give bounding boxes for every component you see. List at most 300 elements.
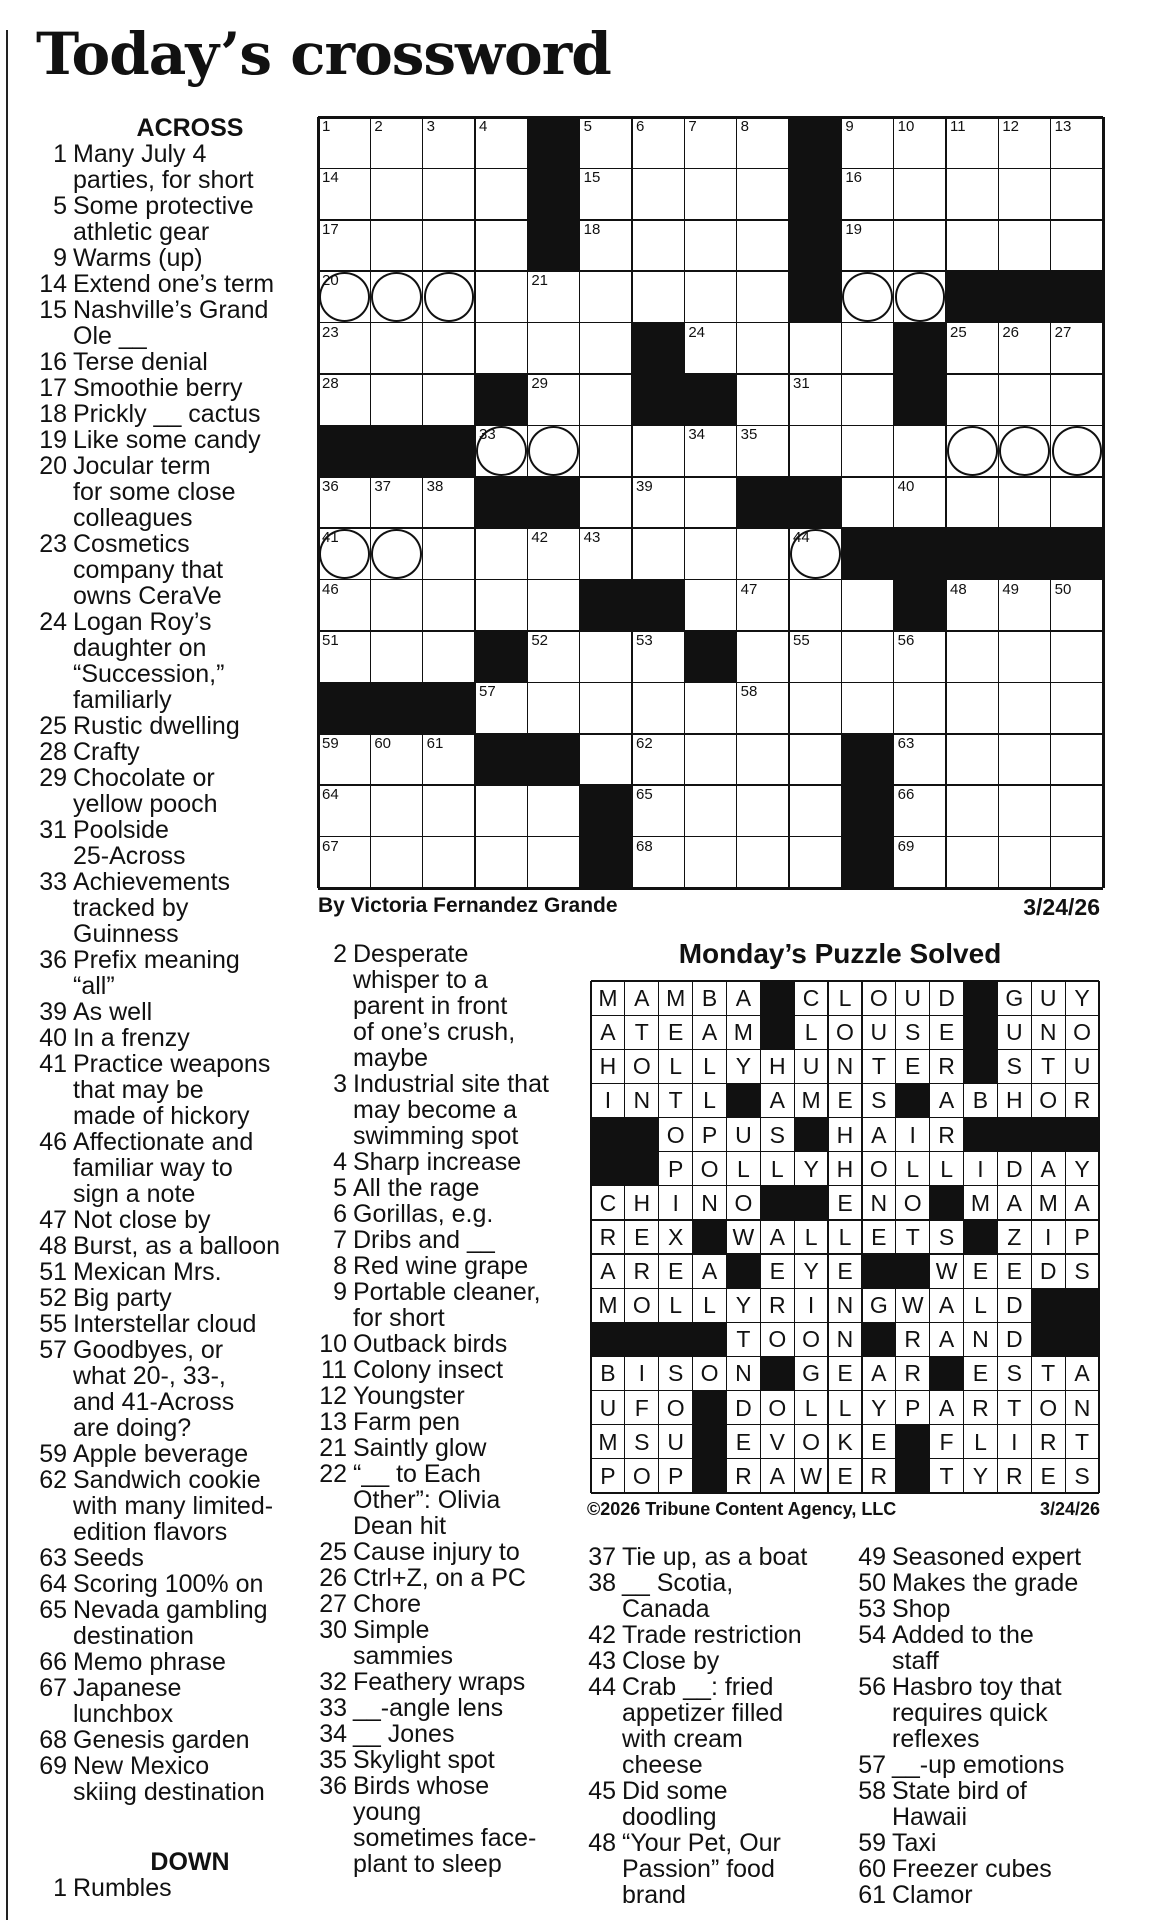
grid-cell[interactable] [684,323,737,375]
solution-letter: H [836,1155,854,1182]
grid-cell[interactable] [1051,682,1104,734]
cell-number: 63 [897,734,915,752]
grid-cell[interactable] [318,220,371,272]
down-clue-61 [855,1882,1130,1908]
grid-cell[interactable] [946,168,999,220]
grid-cell[interactable] [894,168,947,220]
grid-cell[interactable] [423,323,476,375]
grid-cell[interactable] [632,837,685,889]
solution-letter: E [938,1019,955,1046]
solution-letter: O [768,1394,787,1421]
grid-cell[interactable] [370,374,423,426]
clue-text-line: Youngster [353,1382,465,1410]
cell-number: 27 [1054,323,1072,341]
grid-cell[interactable] [1051,785,1104,837]
grid-cell[interactable] [684,837,737,889]
grid-cell[interactable] [841,580,894,632]
grid-cell[interactable] [423,477,476,529]
clue-text-line: owns CeraVe [73,582,222,610]
grid-cell[interactable] [580,168,633,220]
grid-cell[interactable] [737,323,790,375]
grid-cell[interactable] [370,477,423,529]
grid-cell[interactable] [318,323,371,375]
solution-letter: I [1045,1223,1052,1250]
grid-cell[interactable] [946,425,999,477]
grid-cell[interactable] [580,477,633,529]
grid-block [527,117,580,169]
grid-cell[interactable] [632,734,685,786]
grid-cell[interactable] [1051,837,1104,889]
grid-cell[interactable] [946,734,999,786]
grid-cell[interactable] [737,168,790,220]
solution-letter: O [632,1292,651,1319]
grid-cell[interactable] [318,374,371,426]
clue-number: 28 [39,738,67,766]
grid-block [946,528,999,580]
down-clue-44 [585,1674,850,1778]
grid-cell[interactable] [527,837,580,889]
solution-letter: W [901,1292,924,1319]
grid-cell[interactable] [737,220,790,272]
grid-cell[interactable] [527,682,580,734]
grid-cell[interactable] [423,117,476,169]
grid-cell[interactable] [318,837,371,889]
across-clue-20 [36,453,326,531]
solution-block [930,1186,964,1221]
grid-cell[interactable] [789,580,842,632]
grid-cell[interactable] [423,837,476,889]
clue-text-line: Makes the grade [892,1569,1079,1597]
clue-number: 34 [319,1720,347,1748]
grid-cell[interactable] [998,374,1051,426]
down-clue-12 [316,1383,586,1409]
solved-puzzle-grid [591,981,1099,1493]
grid-cell[interactable] [789,631,842,683]
grid-cell[interactable] [527,580,580,632]
grid-cell[interactable] [318,477,371,529]
solution-letter: I [909,1121,916,1148]
cell-number: 15 [583,169,601,187]
solution-letter: O [632,1462,651,1489]
clue-number: 9 [333,1278,347,1306]
grid-cell[interactable] [946,785,999,837]
grid-cell[interactable] [737,785,790,837]
grid-cell[interactable] [998,477,1051,529]
circle-marker [842,272,893,322]
grid-cell[interactable] [737,734,790,786]
grid-cell[interactable] [894,785,947,837]
solution-letter: U [735,1121,752,1148]
grid-cell[interactable] [737,631,790,683]
solution-block [794,1186,828,1221]
grid-cell[interactable] [998,682,1051,734]
clue-text-line: Memo phrase [73,1648,226,1676]
clue-text-line: “Your Pet, Our [622,1829,781,1857]
grid-cell[interactable] [580,117,633,169]
grid-cell[interactable] [737,271,790,323]
clue-number: 23 [39,530,67,558]
solution-letter: R [735,1462,752,1489]
grid-cell[interactable] [894,837,947,889]
grid-cell[interactable] [423,374,476,426]
grid-cell[interactable] [1051,117,1104,169]
grid-cell[interactable] [841,374,894,426]
grid-cell[interactable] [475,580,528,632]
grid-cell[interactable] [684,785,737,837]
grid-cell[interactable] [841,117,894,169]
grid-cell[interactable] [370,528,423,580]
grid-cell[interactable] [684,528,737,580]
cell-number: 1 [322,118,331,135]
grid-cell[interactable] [632,117,685,169]
grid-cell[interactable] [370,580,423,632]
grid-cell[interactable] [370,168,423,220]
grid-cell[interactable] [841,425,894,477]
grid-block [580,580,633,632]
clue-text-line: Chocolate or [73,764,215,792]
grid-cell[interactable] [370,734,423,786]
grid-cell[interactable] [370,117,423,169]
grid-cell[interactable] [580,220,633,272]
across-clue-29 [36,765,326,817]
grid-cell[interactable] [684,682,737,734]
grid-cell[interactable] [841,631,894,683]
grid-cell[interactable] [841,477,894,529]
grid-cell[interactable] [632,528,685,580]
grid-cell[interactable] [318,631,371,683]
solution-letter: L [736,1155,750,1182]
grid-cell[interactable] [423,168,476,220]
clue-text-line: Prefix meaning [73,946,240,974]
grid-cell[interactable] [789,323,842,375]
grid-block [475,477,528,529]
grid-cell[interactable] [684,220,737,272]
clue-number: 2 [333,940,347,968]
grid-cell[interactable] [998,837,1051,889]
grid-cell[interactable] [370,271,423,323]
grid-cell[interactable] [998,168,1051,220]
clue-number: 53 [858,1595,886,1623]
grid-cell[interactable] [684,734,737,786]
grid-cell[interactable] [423,734,476,786]
grid-cell[interactable] [580,682,633,734]
grid-cell[interactable] [370,837,423,889]
grid-cell[interactable] [789,837,842,889]
down-clue-4 [316,1149,586,1175]
grid-cell[interactable] [370,220,423,272]
grid-cell[interactable] [946,682,999,734]
down-clue-13 [316,1409,586,1435]
solution-letter: E [667,1258,684,1285]
grid-cell[interactable] [580,323,633,375]
grid-cell[interactable] [318,734,371,786]
grid-cell[interactable] [1051,220,1104,272]
grid-cell[interactable] [370,631,423,683]
grid-cell[interactable] [998,631,1051,683]
grid-block [789,168,842,220]
grid-cell[interactable] [632,682,685,734]
grid-cell[interactable] [527,323,580,375]
grid-cell[interactable] [580,734,633,786]
solution-letter: Y [1074,1155,1090,1182]
grid-cell[interactable] [789,734,842,786]
across-clue-16 [36,349,326,375]
grid-cell[interactable] [789,374,842,426]
grid-cell[interactable] [318,580,371,632]
clue-text-line: Clamor [892,1881,973,1909]
grid-cell[interactable] [632,631,685,683]
grid-cell[interactable] [527,271,580,323]
grid-cell[interactable] [318,271,371,323]
grid-cell[interactable] [423,528,476,580]
solution-block [693,1391,727,1426]
solution-letter: A [938,1087,955,1114]
clue-text-line: company that [73,556,224,584]
solution-letter: D [938,985,955,1011]
grid-cell[interactable] [789,425,842,477]
clue-text-line: edition flavors [73,1518,228,1546]
down-clue-21 [316,1435,586,1461]
grid-cell[interactable] [632,271,685,323]
grid-cell[interactable] [946,631,999,683]
grid-cell[interactable] [475,168,528,220]
grid-cell[interactable] [998,425,1051,477]
grid-cell[interactable] [1051,631,1104,683]
grid-cell[interactable] [894,271,947,323]
solution-block [760,1356,794,1391]
solution-letter: G [802,1360,821,1387]
grid-cell[interactable] [894,734,947,786]
solution-letter: T [871,1053,886,1080]
solution-letter: P [600,1462,616,1489]
grid-cell[interactable] [998,580,1051,632]
grid-cell[interactable] [894,220,947,272]
cell-number: 47 [740,580,758,598]
grid-cell[interactable] [1051,168,1104,220]
solution-grid-line [1098,981,1100,1493]
cell-number: 69 [897,837,915,855]
cell-number: 48 [950,580,967,598]
clue-number: 43 [588,1647,616,1675]
solution-letter: S [1074,1258,1090,1285]
clue-text-line: Skylight spot [353,1746,495,1774]
across-clue-59 [36,1441,326,1467]
clue-number: 63 [39,1544,67,1572]
grid-cell[interactable] [946,580,999,632]
grid-cell[interactable] [632,425,685,477]
grid-cell[interactable] [894,477,947,529]
grid-cell[interactable] [580,271,633,323]
grid-cell[interactable] [1051,477,1104,529]
down-clue-53 [855,1596,1130,1622]
grid-cell[interactable] [737,837,790,889]
grid-cell[interactable] [789,528,842,580]
across-clue-67 [36,1675,326,1727]
solution-block [896,1459,930,1494]
grid-cell[interactable] [632,168,685,220]
solution-letter: E [667,1019,684,1046]
clue-text-line: are doing? [73,1414,192,1442]
grid-cell[interactable] [946,117,999,169]
grid-cell[interactable] [946,374,999,426]
grid-cell[interactable] [580,631,633,683]
cell-number: 10 [897,118,915,135]
solution-letter: L [974,1292,987,1319]
grid-cell[interactable] [684,271,737,323]
grid-cell[interactable] [894,682,947,734]
grid-cell[interactable] [423,631,476,683]
grid-cell[interactable] [527,374,580,426]
grid-cell[interactable] [998,220,1051,272]
grid-cell[interactable] [737,682,790,734]
grid-cell[interactable] [1051,374,1104,426]
grid-cell[interactable] [998,785,1051,837]
grid-cell[interactable] [737,117,790,169]
grid-cell[interactable] [894,117,947,169]
grid-cell[interactable] [475,425,528,477]
grid-cell[interactable] [1051,323,1104,375]
grid-cell[interactable] [737,425,790,477]
grid-cell[interactable] [946,220,999,272]
solution-letter: M [1038,1189,1058,1216]
solution-letter: O [700,1155,719,1182]
clue-text-line: Japanese [73,1674,182,1702]
grid-cell[interactable] [946,837,999,889]
solution-letter: I [638,1360,645,1387]
grid-cell[interactable] [423,580,476,632]
cell-number: 16 [845,169,863,187]
cell-number: 59 [322,734,339,752]
solution-letter: R [904,1326,922,1353]
grid-cell[interactable] [475,323,528,375]
grid-cell[interactable] [580,374,633,426]
grid-cell[interactable] [475,220,528,272]
grid-cell[interactable] [527,528,580,580]
solution-letter: A [1040,1155,1056,1182]
grid-block [894,323,947,375]
solution-grid-line [591,1390,1099,1391]
cell-number: 46 [322,580,339,598]
grid-cell[interactable] [527,425,580,477]
cell-number: 21 [531,272,549,290]
clue-number: 40 [39,1024,67,1052]
grid-cell[interactable] [684,117,737,169]
solution-block [625,1118,659,1153]
solution-letter: S [1006,1053,1022,1080]
grid-cell[interactable] [475,682,528,734]
grid-cell[interactable] [632,477,685,529]
solution-letter: T [634,1019,649,1046]
grid-cell[interactable] [527,785,580,837]
grid-cell[interactable] [423,785,476,837]
grid-cell[interactable] [1051,425,1104,477]
grid-cell[interactable] [841,168,894,220]
cell-number: 19 [845,220,863,238]
grid-cell[interactable] [475,271,528,323]
grid-cell[interactable] [841,271,894,323]
grid-cell[interactable] [998,323,1051,375]
grid-cell[interactable] [580,528,633,580]
grid-cell[interactable] [318,785,371,837]
grid-cell[interactable] [475,528,528,580]
clue-number: 4 [333,1148,347,1176]
grid-cell[interactable] [841,220,894,272]
clue-text-line: Feathery wraps [353,1668,526,1696]
clue-text-line: Scoring 100% on [73,1570,264,1598]
grid-cell[interactable] [998,734,1051,786]
grid-cell[interactable] [423,271,476,323]
grid-cell[interactable] [318,168,371,220]
grid-cell[interactable] [318,117,371,169]
grid-cell[interactable] [737,580,790,632]
grid-cell[interactable] [946,323,999,375]
grid-cell[interactable] [789,682,842,734]
grid-line [684,117,686,888]
grid-cell[interactable] [475,117,528,169]
solution-block [964,1220,998,1255]
grid-cell[interactable] [684,168,737,220]
grid-line [317,117,320,888]
grid-cell[interactable] [423,220,476,272]
grid-cell[interactable] [841,323,894,375]
solution-letter: L [770,1155,784,1182]
grid-cell[interactable] [789,785,842,837]
grid-block [841,734,894,786]
circle-marker [895,272,946,322]
grid-cell[interactable] [475,785,528,837]
clue-text-line: and 41-Across [73,1388,235,1416]
solution-letter: M [970,1189,991,1216]
grid-cell[interactable] [527,631,580,683]
grid-block [684,631,737,683]
grid-cell[interactable] [475,837,528,889]
down-clue-27 [316,1591,586,1617]
grid-cell[interactable] [684,425,737,477]
grid-cell[interactable] [632,785,685,837]
grid-cell[interactable] [318,528,371,580]
clue-text-line: tracked by [73,894,189,922]
grid-cell[interactable] [370,323,423,375]
grid-line [631,117,633,888]
grid-cell[interactable] [370,785,423,837]
clue-text-line: parent in front [353,992,508,1020]
grid-cell[interactable] [946,477,999,529]
grid-cell[interactable] [894,425,947,477]
grid-cell[interactable] [580,425,633,477]
solution-letter: P [667,1462,684,1489]
solution-letter: B [701,985,718,1011]
solution-letter: A [1074,1189,1090,1216]
grid-cell[interactable] [737,374,790,426]
grid-cell[interactable] [684,477,737,529]
grid-line [579,117,581,888]
grid-cell[interactable] [632,220,685,272]
clue-text-line: __-up emotions [892,1751,1065,1779]
grid-cell[interactable] [684,580,737,632]
down-clue-56 [855,1674,1130,1752]
cell-number: 35 [740,426,758,444]
grid-cell[interactable] [737,528,790,580]
crossword-grid[interactable] [318,117,1103,888]
grid-cell[interactable] [1051,734,1104,786]
grid-cell[interactable] [894,631,947,683]
solution-letter: H [1006,1087,1023,1114]
clue-number: 37 [588,1543,616,1571]
grid-cell[interactable] [1051,580,1104,632]
grid-cell[interactable] [841,682,894,734]
grid-line [736,117,738,888]
grid-cell[interactable] [998,117,1051,169]
